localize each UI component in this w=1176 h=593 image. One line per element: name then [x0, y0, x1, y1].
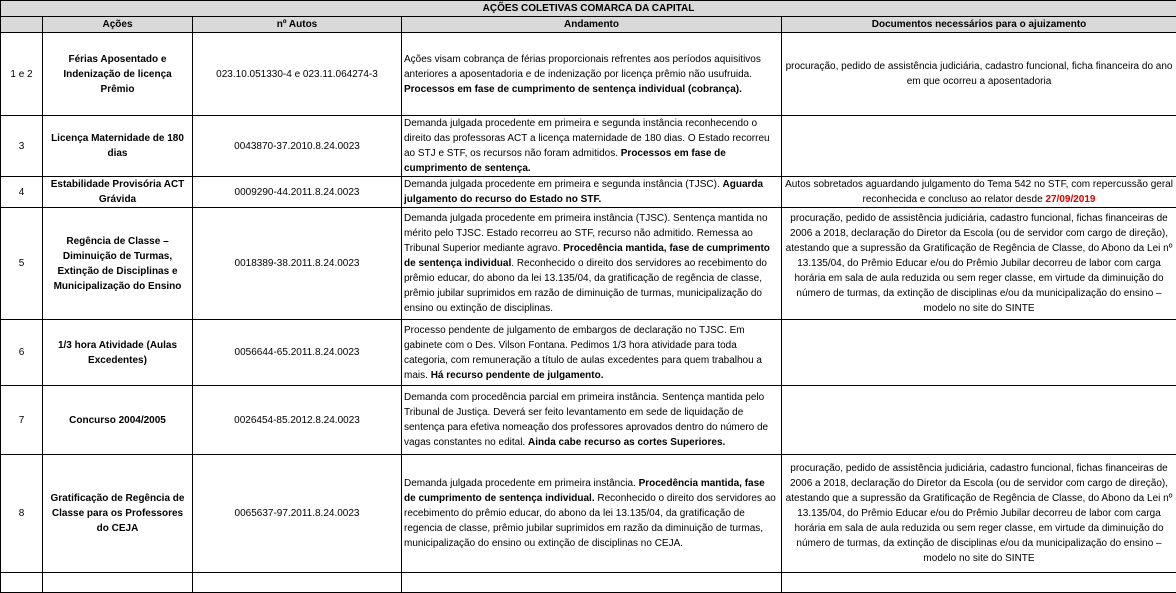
table-row — [1, 116, 1176, 177]
row-andamento: Processo pendente de julgamento de embargos de declaração no TJSC. Em gabinete com o Des. Vilson Fontana. Pedimos 1/3 hora atividade para toda categoria, com remuneração a título de aulas excedentes para quem trabalhou a mais. Há recurso pendente de julgamento. — [402, 320, 782, 386]
table-row — [1, 386, 1176, 455]
table-title: AÇÕES COLETIVAS COMARCA DA CAPITAL — [1, 1, 1176, 17]
row-acao: Férias Aposentado e Indenização de licença Prêmio — [43, 33, 193, 116]
row-andamento: Ações visam cobrança de férias proporcionais refrentes aos períodos aquisitivos anteriores a aposentadoria e de indenização por licença prêmio não usufruida. Processos em fase de cumprimento de sentença individual (cobrança). — [402, 33, 782, 116]
row-acao: Estabilidade Provisória ACT Grávida — [43, 177, 193, 208]
row-autos: 0056644-65.2011.8.24.0023 — [193, 320, 402, 386]
header-acoes: Ações — [43, 17, 193, 33]
row-autos: 0026454-85.2012.8.24.0023 — [193, 386, 402, 455]
table-row — [1, 320, 1176, 386]
row-docs: procuração, pedido de assistência judiciária, cadastro funcional, ficha financeira do ano em que ocorreu a aposentadoria — [782, 33, 1176, 116]
row-andamento: Demanda julgada procedente em primeira instância. Procedência mantida, fase de cumprimento de sentença individual. Reconhecido o direito dos servidores ao recebimento do prêmio educar, do abono da lei 13.135/04, da gratificação de regencia de classe, prêmio jubilar suprimidos em razão da diminuição de turmas, municipalização do ensino ou extinção de disciplinas no CEJA. — [402, 455, 782, 573]
row-number: 5 — [1, 208, 43, 320]
table-row — [1, 455, 1176, 573]
header-autos: nº Autos — [193, 17, 402, 33]
table-row — [1, 33, 1176, 116]
row-autos: 0065637-97.2011.8.24.0023 — [193, 455, 402, 573]
row-andamento: Demanda julgada procedente em primeira e segunda instância reconhecendo o direito das professoras ACT a licença maternidade de 180 dias. O Estado recorreu ao STJ e STF, os recursos não foram admitidos. Processos em fase de cumprimento de sentença. — [402, 116, 782, 177]
row-acao: Gratificação de Regência de Classe para os Professores do CEJA — [43, 455, 193, 573]
row-acao: Licença Maternidade de 180 dias — [43, 116, 193, 177]
row-andamento: Demanda julgada procedente em primeira instância (TJSC). Sentença mantida no mérito pelo TJSC. Estado recorreu ao STF, recurso não admitido. Remessa ao Tribunal Superior mediante agravo. Procedência mantida, fase de cumprimento de sentença individual. Reconhecido o direito dos servidores ao recebimento do prêmio educar, do abono da lei 13.135/04, da gratificação de regência de classe, prêmio jubilar suprimidos em razão de diminuição de turmas, municipalização do ensino ou extinção de disciplinas. — [402, 208, 782, 320]
row-number: 3 — [1, 116, 43, 177]
row-autos: 0018389-38.2011.8.24.0023 — [193, 208, 402, 320]
row-acao: Regência de Classe – Diminuição de Turmas, Extinção de Disciplinas e Municipalização do Ensino — [43, 208, 193, 320]
row-autos: 0043870-37.2010.8.24.0023 — [193, 116, 402, 177]
table-row — [1, 573, 1176, 593]
row-docs — [782, 116, 1176, 177]
row-andamento: Demanda com procedência parcial em primeira instância. Sentença mantida pelo Tribunal de Justiça. Deverá ser feito levantamento em sede de liquidação de sentença para efetiva nomeação dos professores aprovados dentro do número de vagas constantes no edital. Ainda cabe recurso as cortes Superiores. — [402, 386, 782, 455]
row-docs — [782, 320, 1176, 386]
table-row — [1, 208, 1176, 320]
row-docs: Autos sobretados aguardando julgamento do Tema 542 no STF, com repercussão geral reconhecida e concluso ao relator desde 27/09/2019 — [782, 177, 1176, 208]
header-index — [1, 17, 43, 33]
row-number: 8 — [1, 455, 43, 573]
table-row — [1, 177, 1176, 208]
row-number: 6 — [1, 320, 43, 386]
row-number: 1 e 2 — [1, 33, 43, 116]
header-documentos: Documentos necessários para o ajuizamento — [782, 17, 1176, 33]
row-acao: Concurso 2004/2005 — [43, 386, 193, 455]
row-docs: procuração, pedido de assistência judiciária, cadastro funcional, fichas financeiras de 2006 a 2018, declaração do Diretor da Escola (ou de servidor com cargo de direção), atestando que a supressão da Gratificação de Regência de Classe, do Abono da Lei nº 13.135/04, do Prêmio Educar e/ou do Prêmio Jubilar decorreu de labor com carga horária em sala de aula reduzida ou sem reger classe, em virtude da diminuição do número de turmas, da extinção de disciplinas e/ou da municipalização do ensino – modelo no site do SINTE — [782, 455, 1176, 573]
row-andamento: Demanda julgada procedente em primeira e segunda instância (TJSC). Aguarda julgamento do recurso do Estado no STF. — [402, 177, 782, 208]
row-autos: 0009290-44.2011.8.24.0023 — [193, 177, 402, 208]
row-number: 7 — [1, 386, 43, 455]
row-docs: procuração, pedido de assistência judiciária, cadastro funcional, fichas financeiras de 2006 a 2018, declaração do Diretor da Escola (ou de servidor com cargo de direção), atestando que a supressão da Gratificação de Regência de Classe, do Abono da Lei nº 13.135/04, do Prêmio Educar e/ou do Prêmio Jubilar decorreu de labor com carga horária em sala de aula reduzida ou sem reger classe, em virtude da diminuição do número de turmas, da extinção de disciplinas e/ou da municipalização do ensino – modelo no site do SINTE — [782, 208, 1176, 320]
date-highlight: 27/09/2019 — [1045, 194, 1095, 205]
row-autos: 023.10.051330-4 e 023.11.064274-3 — [193, 33, 402, 116]
header-andamento: Andamento — [402, 17, 782, 33]
row-acao: 1/3 hora Atividade (Aulas Excedentes) — [43, 320, 193, 386]
row-number: 4 — [1, 177, 43, 208]
row-docs — [782, 386, 1176, 455]
